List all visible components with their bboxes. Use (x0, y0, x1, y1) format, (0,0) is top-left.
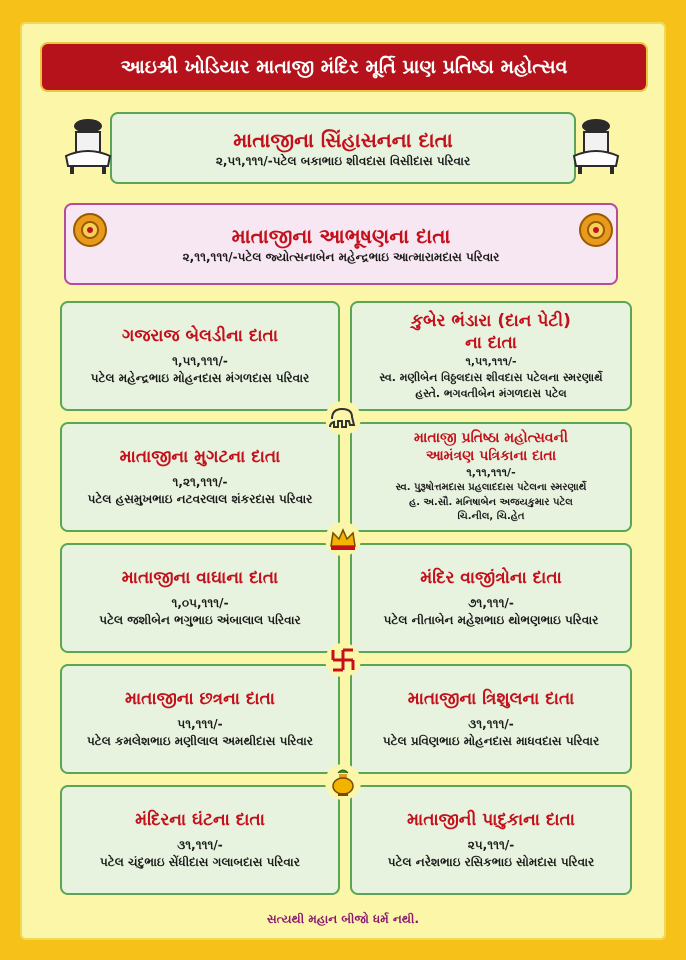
card-donor: સ્વ. પુરૂષોત્તમદાસ પ્રહલાદદાસ પટેલના સ્મરણાર્થે (395, 482, 587, 494)
card-title: મંદિરના ઘંટના દાતા (135, 810, 265, 831)
card-donor: પટેલ જશીબેન ભગુભાઇ અંબાલાલ પરિવાર (99, 613, 301, 628)
card-donor: પટેલ પ્રવિણભાઇ મોહનદાસ માધવદાસ પરિવાર (382, 734, 600, 749)
card-donor-line2: હ. અ.સૌ. મનિષાબેન અજયકુમાર પટેલ (409, 496, 573, 508)
card-amount: ૩૧,૧૧૧/- (177, 838, 223, 853)
card-amount: ૧,૦૫,૧૧૧/- (171, 596, 229, 611)
card-title: માતાજીના મુગટના દાતા (119, 447, 281, 468)
card-amount: ૧,૨૧,૧૧૧/- (172, 475, 228, 490)
card-title: માતાજીના સિંહાસનના દાતા (233, 127, 453, 152)
donor-card (350, 664, 632, 774)
card-title-line2: આમંત્રણ પત્રિકાના દાતા (425, 448, 557, 465)
card-title-line2: ના દાતા (465, 333, 517, 354)
card-amount: ૨૫,૧૧૧/- (467, 838, 515, 853)
donor-card (60, 785, 340, 895)
throne-donor-card (110, 112, 576, 184)
card-donor: પટેલ હસમુખભાઇ નટવરલાલ શંકરદાસ પરિવાર (87, 492, 313, 507)
card-title: માતાજીના છત્રના દાતા (125, 689, 275, 710)
kalash-icon (325, 764, 361, 800)
card-donor: પટેલ નીતાબેન મહેશભાઇ થોભણભાઇ પરિવાર (383, 613, 599, 628)
donor-card (350, 785, 632, 895)
card-title: મંદિર વાજીંત્રોના દાતા (420, 568, 562, 589)
card-donor: પટેલ કમલેશભાઇ મણીલાલ અમથીદાસ પરિવાર (87, 734, 313, 749)
card-donor: પટેલ નરેશભાઇ રસિકભાઇ સોમદાસ પરિવાર (387, 855, 595, 870)
card-donor: ૨,૫૧,૧૧૧/-પટેલ બકાભાઇ શીવદાસ વિસીદાસ પરિવાર (215, 153, 471, 168)
ornament-icon (70, 210, 110, 250)
card-amount: ૩૧,૧૧૧/- (468, 717, 514, 732)
donor-card (350, 422, 632, 532)
donor-card (60, 422, 340, 532)
card-donor: સ્વ. મણીબેન વિઠ્ઠલદાસ શીવદાસ પટેલના સ્મરણાર્થે (379, 371, 603, 385)
card-title: માતાજી પ્રતિષ્ઠા મહોત્સવની (414, 430, 568, 447)
donor-card (60, 664, 340, 774)
card-donor-line2: હસ્તે. ભગવતીબેન મંગળદાસ પટેલ (415, 387, 567, 401)
card-title: માતાજીના આભૂષણના દાતા (231, 223, 451, 248)
donor-card (350, 543, 632, 653)
card-title: કુબેર ભંડારા (દાન પેટી) (411, 311, 571, 331)
card-amount: ૧,૫૧,૧૧૧/- (172, 354, 228, 369)
throne-icon (570, 116, 622, 176)
footer-motto: સત્યથી મહાન બીજો ધર્મ નથી. (266, 912, 420, 926)
card-donor: પટેલ ચંદુભાઇ સેંધીદાસ ગલાબદાસ પરિવાર (100, 855, 300, 870)
ornament-donor-card (64, 203, 618, 285)
card-title: માતાજીના ત્રિશુલના દાતા (407, 689, 575, 710)
card-donor: ૨,૧૧,૧૧૧/-પટેલ જ્યોત્સનાબેન મહેન્દ્રભાઇ આત્મારામદાસ પરિવાર (182, 249, 500, 264)
page-title: આઇશ્રી ખોડિયાર માતાજી મંદિર મૂર્તિ પ્રાણ પ્રતિષ્ઠા મહોત્સવ (42, 44, 646, 90)
card-donor: પટેલ મહેન્દ્રભાઇ મોહનદાસ મંગળદાસ પરિવાર (90, 371, 310, 386)
card-amount: ૫૧,૧૧૧/- (177, 717, 223, 732)
donor-card (60, 301, 340, 411)
swastika-icon (325, 643, 361, 677)
card-title: માતાજીની પાદુકાના દાતા (407, 810, 575, 831)
card-donor-line3: ચિ.નીલ, ચિ.હેત (457, 511, 525, 523)
card-title: ગજરાજ બેલડીના દાતા (122, 326, 278, 347)
donor-card (60, 543, 340, 653)
elephant-icon (325, 401, 361, 435)
crown-icon (325, 522, 361, 556)
donor-card (350, 301, 632, 411)
card-title: માતાજીના વાઘાના દાતા (121, 568, 279, 589)
card-amount: ૧,૫૧,૧૧૧/- (465, 355, 517, 369)
throne-icon (62, 116, 114, 176)
ornament-icon (576, 210, 616, 250)
card-amount: ૭૧,૧૧૧/- (468, 596, 514, 611)
card-amount: ૧,૧૧,૧૧૧/- (466, 466, 516, 480)
